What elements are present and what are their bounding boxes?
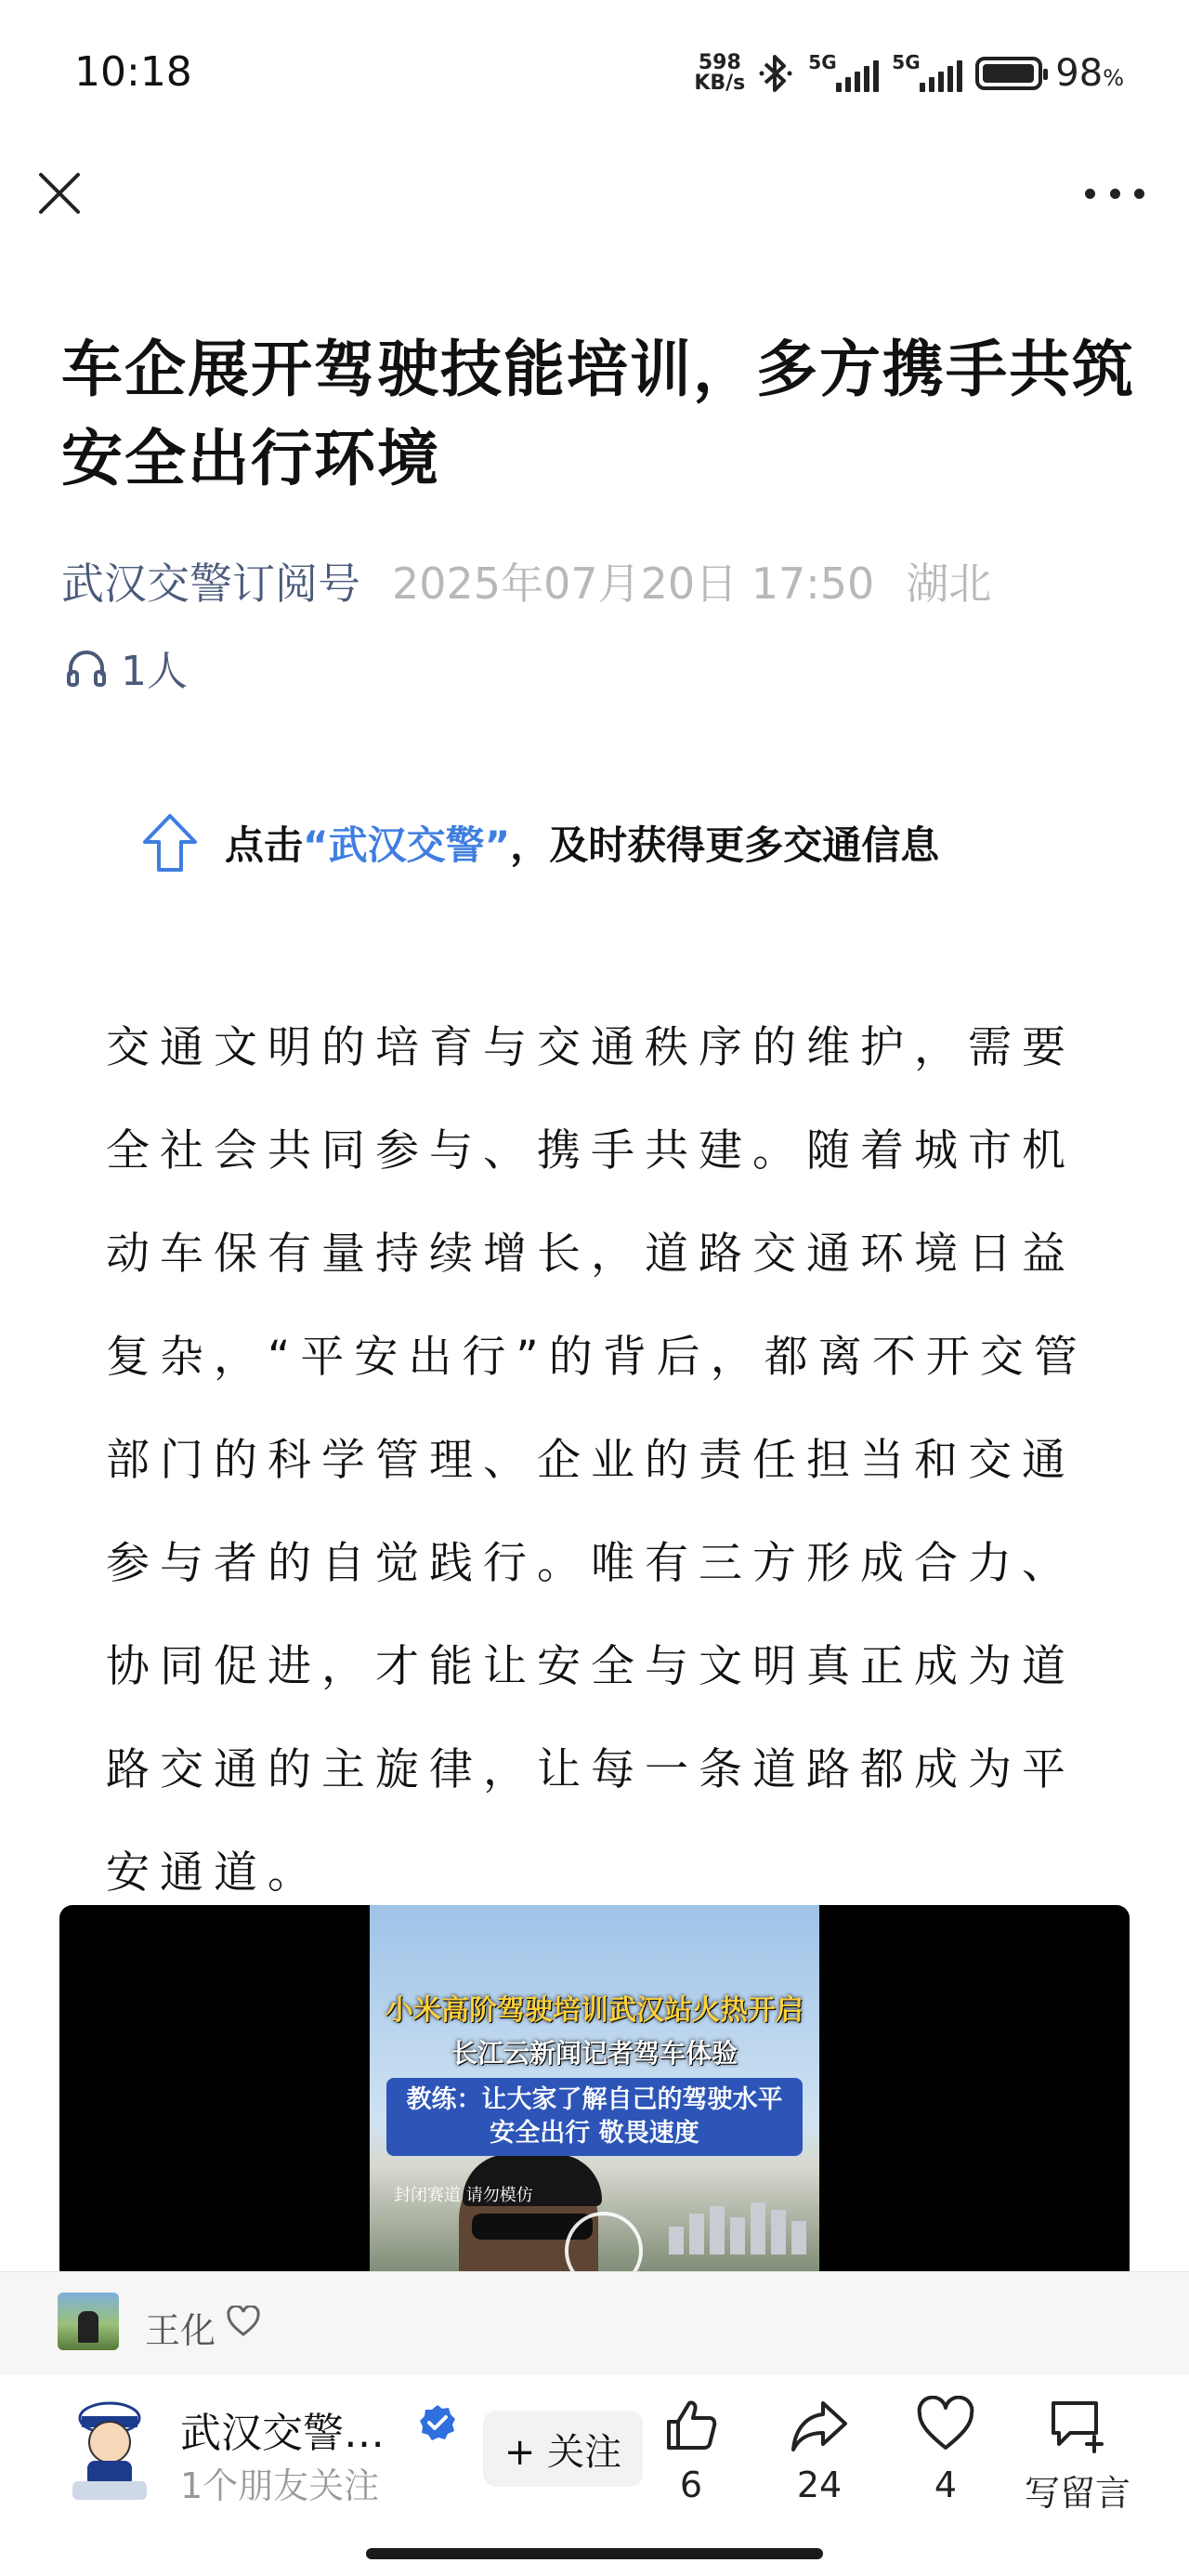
comment-preview[interactable] [0,2271,1189,2375]
skyline-image [669,2199,808,2254]
listen-count[interactable] [65,637,188,697]
network-speed-unit: KB/s [694,72,746,95]
battery-percent-value: 98 [1055,52,1104,95]
commenter-avatar[interactable] [58,2293,119,2350]
video-caption-1: 小米高阶驾驶培训武汉站火热开启 [385,1994,804,2027]
thumbs-up-icon [661,2396,721,2455]
follow-banner[interactable] [139,810,939,875]
status-time: 10:18 [74,48,192,96]
heart-outline-icon[interactable] [227,2306,260,2337]
battery-percent [1055,52,1124,95]
share-button[interactable] [764,2396,875,2505]
follow-banner-text [225,815,939,871]
video-caption-4: 封闭赛道 请勿模仿 [394,2186,533,2205]
home-indicator[interactable] [366,2548,823,2559]
banner-prefix: 点击 [225,822,304,868]
article-meta [61,550,991,611]
comment-add-icon [1048,2396,1107,2455]
account-name[interactable]: 武汉交警… [180,2410,385,2457]
listen-count-text: 1人 [121,648,188,695]
article-date: 2025年07月20日 17:50 [392,559,875,609]
video-player[interactable] [59,1905,1130,2277]
share-count: 24 [796,2464,843,2505]
write-comment-button[interactable] [1018,2396,1137,2516]
status-icons [694,52,1124,95]
close-icon[interactable] [33,167,85,219]
article-author[interactable]: 武汉交警订阅号 [61,559,360,609]
banner-suffix: ，及时获得更多交通信息 [510,822,940,868]
signal-2-icon [892,51,962,92]
like-button[interactable] [635,2396,747,2505]
video-frame [370,1905,819,2277]
status-bar [0,0,1189,158]
battery-percent-unit: % [1103,65,1124,91]
banner-highlight[interactable]: “武汉交警” [303,822,511,868]
battery-fill [983,64,1034,83]
verified-badge-icon [418,2403,457,2442]
follow-button[interactable]: + 关注 [483,2411,643,2487]
video-caption-2: 长江云新闻记者驾车体验 [451,2038,738,2069]
commenter-name[interactable]: 王化 [145,2310,216,2351]
write-comment-label: 写留言 [1024,2473,1130,2514]
bluetooth-icon [758,53,795,94]
favorite-button[interactable] [890,2396,1001,2505]
network-speed-value: 598 [698,51,741,74]
article-body: 交通文明的培育与交通秩序的维护，需要全社会共同参与、携手共建。随着城市机动车保有量持续增长，道路交通环境日益复杂，“平安出行”的背后，都离不开交管部门的科学管理、企业的责任担当和交通参与者的自觉践行。唯有三方形成合力、协同促进，才能让安全与文明真正成为道路交通的主旋律，让每一条道路都成为平安通道。 [106,1022,1088,1899]
bottom-bar [0,2375,1189,2576]
video-caption-3-line1: 教练：让大家了解自己的驾驶水平 [406,2085,783,2114]
play-icon[interactable] [565,2212,643,2277]
battery-icon [975,57,1042,90]
headphones-icon [65,646,108,689]
arrow-up-icon [139,810,201,875]
favorite-count: 4 [934,2464,958,2505]
signal-1-icon [808,51,879,92]
article-location: 湖北 [906,559,992,609]
network-speed [694,53,745,94]
video-caption-3 [386,2078,803,2156]
share-arrow-icon [790,2396,849,2455]
more-icon[interactable] [1085,177,1144,210]
signal-1-label: 5G [808,51,837,73]
article-title: 车企展开驾驶技能培训，多方携手共筑安全出行环境 [61,334,1135,494]
signal-2-label: 5G [892,51,921,73]
police-mascot-avatar[interactable] [56,2388,163,2509]
like-count: 6 [679,2464,703,2505]
account-friends-following: 1个朋友关注 [180,2465,380,2506]
video-caption-3-line2: 安全出行 敬畏速度 [490,2119,699,2148]
heart-icon [916,2396,975,2455]
